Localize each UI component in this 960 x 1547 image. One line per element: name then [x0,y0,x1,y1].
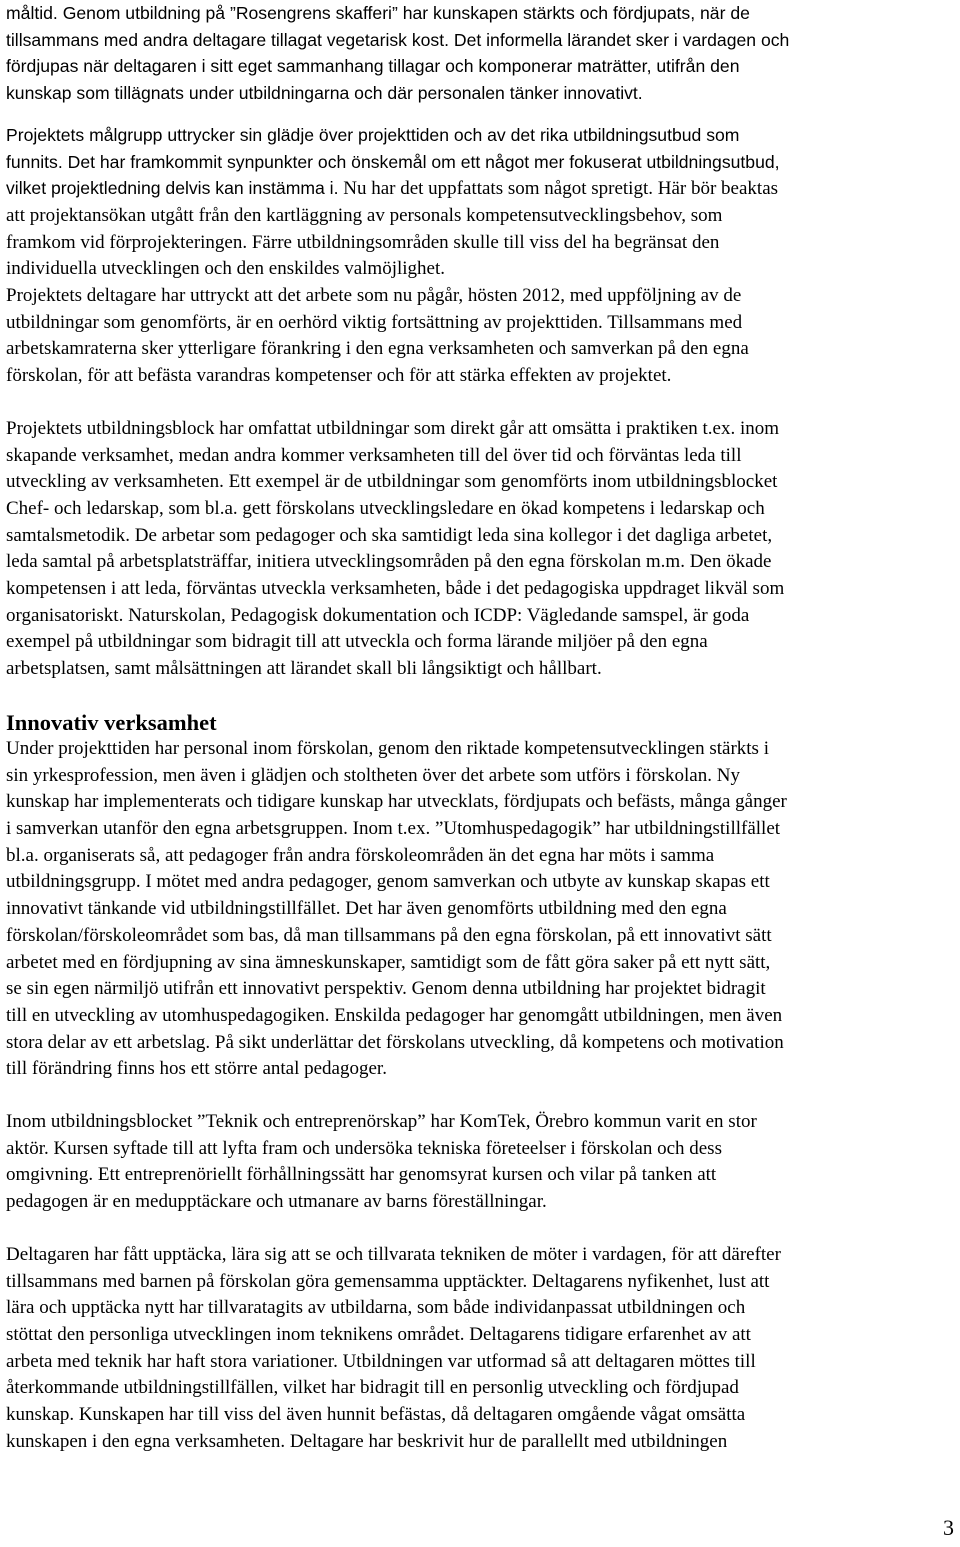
text-line: bl.a. organiserats så, att pedagoger från andra förskoleområden än det egna har möts i samma [6,844,715,866]
text-line: arbetskamraterna sker ytterligare förankring i den egna verksamheten och samverkan på den egna [6,338,749,360]
text-line [6,175,954,203]
text-line: måltid. Genom utbildning på ”Rosengrens skafferi” har kunskapen stärkts och fördjupats, när de [6,3,750,23]
text-line [6,149,954,176]
text-line: arbeta med teknik har haft stora variationer. Utbildningen var utformad så att deltagaren möttes till [6,1350,756,1372]
text-line: Under projekttiden har personal inom förskolan, genom den riktade kompetensutvecklingen stärkts i [6,737,769,759]
text-line: att projektansökan utgått från den kartläggning av personals kompetensutvecklingsbehov, som [6,204,723,226]
text-line: leda samtal på arbetsplatsträffar, initiera utvecklingsområden på den egna förskolan m.m. Den ökade [6,551,772,573]
text-line: skapande verksamhet, medan andra kommer verksamheten till del över tid och förväntas leda till [6,444,742,466]
text-line: arbetet med en fördjupning av sina ämneskunskaper, samtidigt som de fått göra saker på ett nytt sätt, [6,951,771,973]
text-line: samtalsmetodik. De arbetar som pedagoger och ska samtidigt leda sina kollegor i det dagliga arbetet, [6,524,773,546]
section-heading: Innovativ verksamhet [6,709,217,735]
text-line: sin yrkesprofession, men även i glädjen och stoltheten över det arbete som utförs i förskolan. Ny [6,764,740,786]
text-line: se sin egen närmiljö utifrån ett innovativt perspektiv. Genom denna utbildning har projektet bidragit [6,978,766,1000]
text-line: aktör. Kursen syftade till att lyfta fram och undersöka tekniska företeelser i förskolan och dess [6,1137,722,1159]
text-segment: Det har framkommit synpunkter och önskemål om ett något mer fokuserat utbildningsutbud, [62,151,780,172]
text-segment: funnits. [6,151,63,172]
text-line: innovativt tänkande vid utbildningstillfället. Det har även genomförts utbildning med den egna [6,898,727,920]
text-line: fördjupas när deltagaren i sitt eget sammanhang tillagar och komponerar maträtter, utifrån den [6,56,740,77]
paragraph-1 [6,0,954,107]
text-line: Projektets målgrupp uttrycker sin glädje över projekttiden och av det rika utbildningsutbud som [6,124,740,145]
text-line: utveckling av verksamheten. Ett exempel är de utbildningar som genomförts inom utbildningsblocket [6,471,778,493]
paragraph-2 [6,122,954,390]
page-number: 3 [943,1515,954,1540]
text-line: Projektets utbildningsblock har omfattat utbildningar som direkt går att omsätta i praktiken t.ex. inom [6,417,780,439]
text-line: kunskap har implementerats och tidigare kunskap har utvecklats, fördjupats och befästs, många gånger [6,791,787,813]
text-line: Chef- och ledarskap, som bl.a. gett förskolans utvecklingsledare en ökad kompetens i ledarskap och [6,497,765,519]
text-line: pedagogen är en medupptäckare och utmanare av barns föreställningar. [6,1191,547,1213]
text-line: arbetsplatsen, samt målsättningen att lärandet skall bli långsiktigt och hållbart. [6,658,602,680]
text-line: förskolan/förskoleområdet som bas, då man tillsammans på den egna förskolan, på ett innovativt sätt [6,924,772,946]
text-line: lära och upptäcka nytt har tillvaratagits av utbildarna, som både individanpassat utbildningen och [6,1297,746,1319]
text-line: Inom utbildningsblocket ”Teknik och entreprenörskap” har KomTek, Örebro kommun varit en stor [6,1111,757,1133]
text-line: utbildningar som genomförts, är en oerhörd viktig fortsättning av projekttiden. Tillsammans med [6,311,743,333]
text-line: individuella utvecklingen och den enskildes valmöjlighet. [6,258,446,280]
text-line: exempel på utbildningar som bidragit till att utveckla och forma lärande miljöer på den egna [6,631,708,653]
text-segment: vilket projektledning delvis kan instämma i. [6,178,339,199]
text-line: utbildningsgrupp. I mötet med andra pedagoger, genom samverkan och utbyte av kunskap skapas ett [6,871,770,893]
text-line: kunskap som tillägnats under utbildningarna och där personalen tänker innovativt. [6,83,643,104]
text-segment: Här bör beaktas [652,178,779,200]
text-line: kunskapen i den egna verksamheten. Deltagare har beskrivit hur de parallellt med utbildningen [6,1430,728,1452]
text-line: Projektets deltagare har uttryckt att det arbete som nu pågår, hösten 2012, med uppföljning av de [6,285,742,307]
paragraph-5 [6,1109,954,1216]
text-line: omgivning. Ett entreprenöriellt förhållningssätt har genomsyrat kursen och vilar på tanken att [6,1164,717,1186]
text-line: framkom vid förprojekteringen. Färre utbildningsområden skulle till viss del ha begränsat den [6,231,720,253]
text-line: till förändring finns hos ett större antal pedagoger. [6,1058,387,1080]
text-line: Deltagaren har fått upptäcka, lära sig att se och tillvarata tekniken de möter i vardagen, för att därefter [6,1243,781,1265]
paragraph-6 [6,1242,954,1456]
text-line: stora delar av ett arbetslag. På sikt underlättar det förskolans utveckling, då kompetens och motivation [6,1031,784,1053]
text-segment: Nu har det uppfattats som något spretigt. [338,178,653,200]
paragraph-4 [6,736,954,1083]
text-line: stöttat den personliga utvecklingen inom teknikens området. Deltagarens tidigare erfarenhet av att [6,1323,751,1345]
text-line: till en utveckling av utomhuspedagogiken. Enskilda pedagoger har genomgått utbildningen, men även [6,1004,783,1026]
document-page [6,0,954,1455]
text-line: i samverkan utanför den egna arbetsgruppen. Inom t.ex. ”Utomhuspedagogik” har utbildningstillfället [6,817,781,839]
paragraph-3 [6,416,954,683]
text-line: återkommande utbildningstillfällen, vilket har bidragit till en personlig utveckling och fördjupad [6,1377,739,1399]
text-line: organisatoriskt. Naturskolan, Pedagogisk dokumentation och ICDP: Vägledande samspel, är goda [6,604,750,626]
text-line: kompetensen i att leda, förväntas utveckla verksamheten, både i det pedagogiska uppdraget likväl som [6,578,785,600]
text-line: tillsammans med andra deltagare tillagat vegetarisk kost. Det informella lärandet sker i vardagen och [6,29,790,50]
text-line: tillsammans med barnen på förskolan göra gemensamma upptäckter. Deltagarens nyfikenhet, lust att [6,1270,770,1292]
text-line: kunskap. Kunskapen har till viss del även hunnit befästas, då deltagaren omgående vågat omsätta [6,1404,746,1426]
text-line: förskolan, för att befästa varandras kompetenser och för att stärka effekten av projektet. [6,365,672,387]
